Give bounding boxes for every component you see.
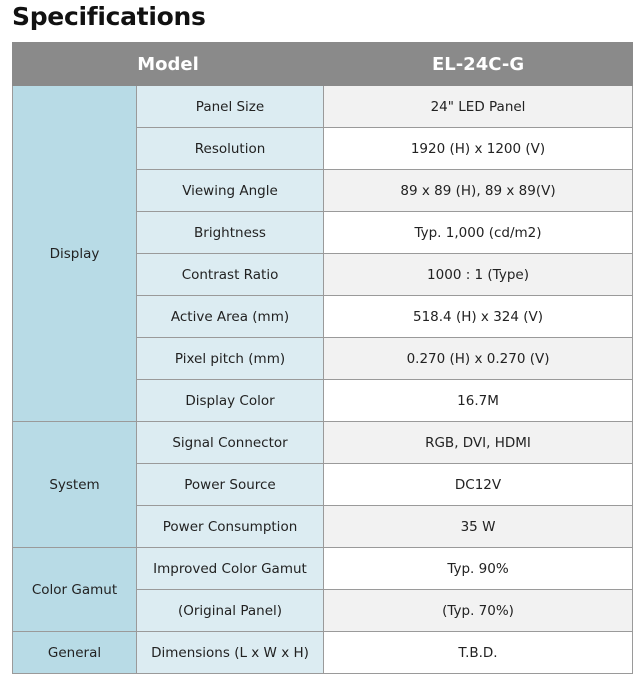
spec-label: Improved Color Gamut [137, 548, 324, 590]
table-header-row [13, 43, 633, 86]
spec-label: Viewing Angle [137, 170, 324, 212]
spec-label: Active Area (mm) [137, 296, 324, 338]
spec-value: 16.7M [324, 380, 633, 422]
spec-value: 24" LED Panel [324, 86, 633, 128]
spec-label: Power Source [137, 464, 324, 506]
category-general: General [13, 632, 137, 674]
spec-label: Pixel pitch (mm) [137, 338, 324, 380]
spec-value: Typ. 90% [324, 548, 633, 590]
spec-label: Dimensions (L x W x H) [137, 632, 324, 674]
category-color-gamut: Color Gamut [13, 548, 137, 632]
table-row [13, 548, 633, 590]
spec-table [12, 42, 633, 674]
header-model-name: EL-24C-G [324, 43, 633, 86]
spec-value: 35 W [324, 506, 633, 548]
spec-label: Contrast Ratio [137, 254, 324, 296]
spec-value: RGB, DVI, HDMI [324, 422, 633, 464]
spec-label: Resolution [137, 128, 324, 170]
spec-label: Signal Connector [137, 422, 324, 464]
page-title: Specifications [12, 2, 206, 31]
header-model: Model [13, 43, 324, 86]
spec-value: 1000 : 1 (Type) [324, 254, 633, 296]
spec-label: Display Color [137, 380, 324, 422]
spec-label: Panel Size [137, 86, 324, 128]
category-system: System [13, 422, 137, 548]
table-row [13, 632, 633, 674]
spec-value: T.B.D. [324, 632, 633, 674]
table-row [13, 86, 633, 128]
table-row [13, 422, 633, 464]
spec-label: Brightness [137, 212, 324, 254]
spec-value: DC12V [324, 464, 633, 506]
spec-value: 518.4 (H) x 324 (V) [324, 296, 633, 338]
spec-label: Power Consumption [137, 506, 324, 548]
spec-label: (Original Panel) [137, 590, 324, 632]
spec-value: 89 x 89 (H), 89 x 89(V) [324, 170, 633, 212]
category-display: Display [13, 86, 137, 422]
spec-value: Typ. 1,000 (cd/m2) [324, 212, 633, 254]
spec-value: 0.270 (H) x 0.270 (V) [324, 338, 633, 380]
spec-value: 1920 (H) x 1200 (V) [324, 128, 633, 170]
spec-value: (Typ. 70%) [324, 590, 633, 632]
